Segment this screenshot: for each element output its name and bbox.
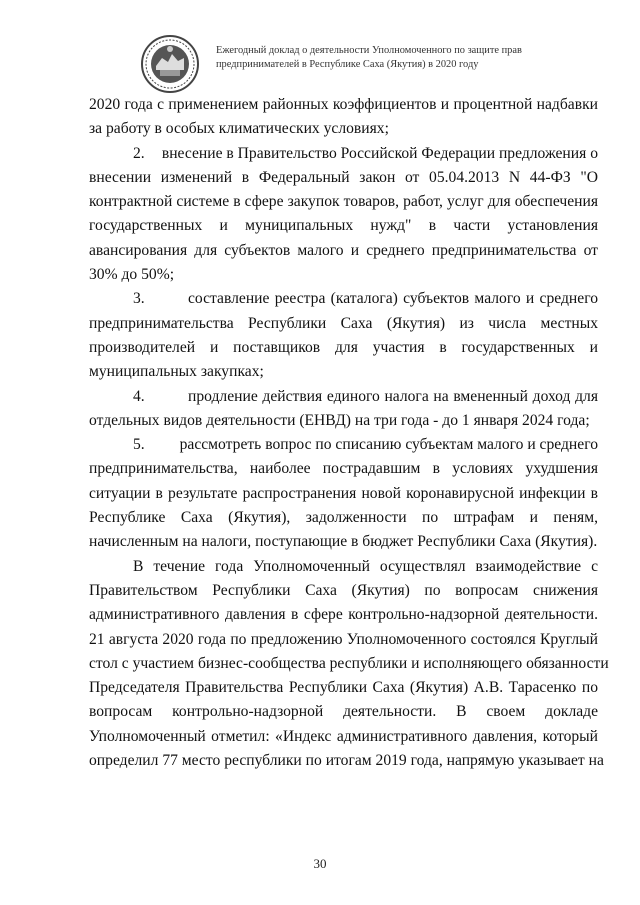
text-line: предпринимательства Республики Саха (Якутия) из числа местных xyxy=(89,314,598,332)
list-item-2 xyxy=(89,142,598,166)
list-number: 4. xyxy=(133,387,145,405)
text-line: предпринимательства, наиболее пострадавшим в условиях ухудшения xyxy=(89,460,598,478)
text-line: муниципальных закупках; xyxy=(89,363,264,381)
text-line: Уполномоченный отметил: «Индекс административного давления, который xyxy=(89,727,598,745)
text-line: государственных и муниципальных нужд" в части установления xyxy=(89,217,598,235)
report-title-line-2: предпринимателей в Республике Саха (Якутия) в 2020 году xyxy=(216,59,479,70)
text-line: ситуации в результате распространения новой коронавирусной инфекции в xyxy=(89,484,598,502)
paragraph-first-line: В течение года Уполномоченный осуществлял взаимодействие с xyxy=(133,557,598,575)
report-title-line-1: Ежегодный доклад о деятельности Уполномоченного по защите прав xyxy=(216,45,522,56)
list-item-5 xyxy=(89,433,598,457)
text-line: Республике Саха (Якутия), задолженности по штрафам и пеням, xyxy=(89,509,598,527)
text-line: производителей и поставщиков для участия в государственных и xyxy=(89,338,598,356)
text-line: внесение в Правительство Российской Федерации предложения о xyxy=(161,144,598,162)
text-line: начисленным на налоги, поступающие в бюджет Республики Саха (Якутия). xyxy=(89,533,598,551)
text-line: отдельных видов деятельности (ЕНВД) на три года - до 1 января 2024 года; xyxy=(89,411,590,429)
text-line: контрактной системе в сфере закупок товаров, работ, услуг для обеспечения xyxy=(89,193,598,211)
report-title xyxy=(216,44,596,72)
page-header xyxy=(140,30,580,92)
text-line: 21 августа 2020 года по предложению Уполномоченного состоялся Круглый xyxy=(89,630,598,648)
document-body xyxy=(89,93,609,773)
text-line: продление действия единого налога на вмененный доход для xyxy=(188,387,598,405)
text-line: стол с участием бизнес-сообщества республики и исполняющего обязанности xyxy=(89,654,609,672)
text-line: авансирования для субъектов малого и среднего предпринимательства от xyxy=(89,241,598,259)
text-line: определил 77 место республики по итогам 2019 года, напрямую указывает на xyxy=(89,752,604,770)
text-line: вопросам контрольно-надзорной деятельности. В своем докладе xyxy=(89,703,598,721)
list-item-4 xyxy=(89,385,598,409)
text-line: за работу в особых климатических условиях; xyxy=(89,120,389,138)
text-line: составление реестра (каталога) субъектов малого и среднего xyxy=(188,290,598,308)
text-line: внесении изменений в Федеральный закон от 05.04.2013 N 44-ФЗ "О xyxy=(89,168,598,186)
text-line: 30% до 50%; xyxy=(89,266,175,284)
text-line: 2020 года с применением районных коэффициентов и процентной надбавки xyxy=(89,96,598,113)
list-number: 3. xyxy=(133,290,145,308)
text-line: Председателя Правительства Республики Саха (Якутия) А.В. Тарасенко по xyxy=(89,679,598,697)
page-number: 30 xyxy=(313,856,327,871)
text-line: рассмотреть вопрос по списанию субъектам малого и среднего xyxy=(179,436,598,454)
list-number: 5. xyxy=(133,436,145,454)
list-number: 2. xyxy=(133,144,145,162)
text-line: Правительством Республики Саха (Якутия) по вопросам снижения xyxy=(89,581,598,599)
coat-of-arms-emblem-icon xyxy=(140,34,200,94)
list-item-3 xyxy=(89,287,598,311)
text-line: административного давления в сфере контрольно-надзорной деятельности. xyxy=(89,606,598,624)
